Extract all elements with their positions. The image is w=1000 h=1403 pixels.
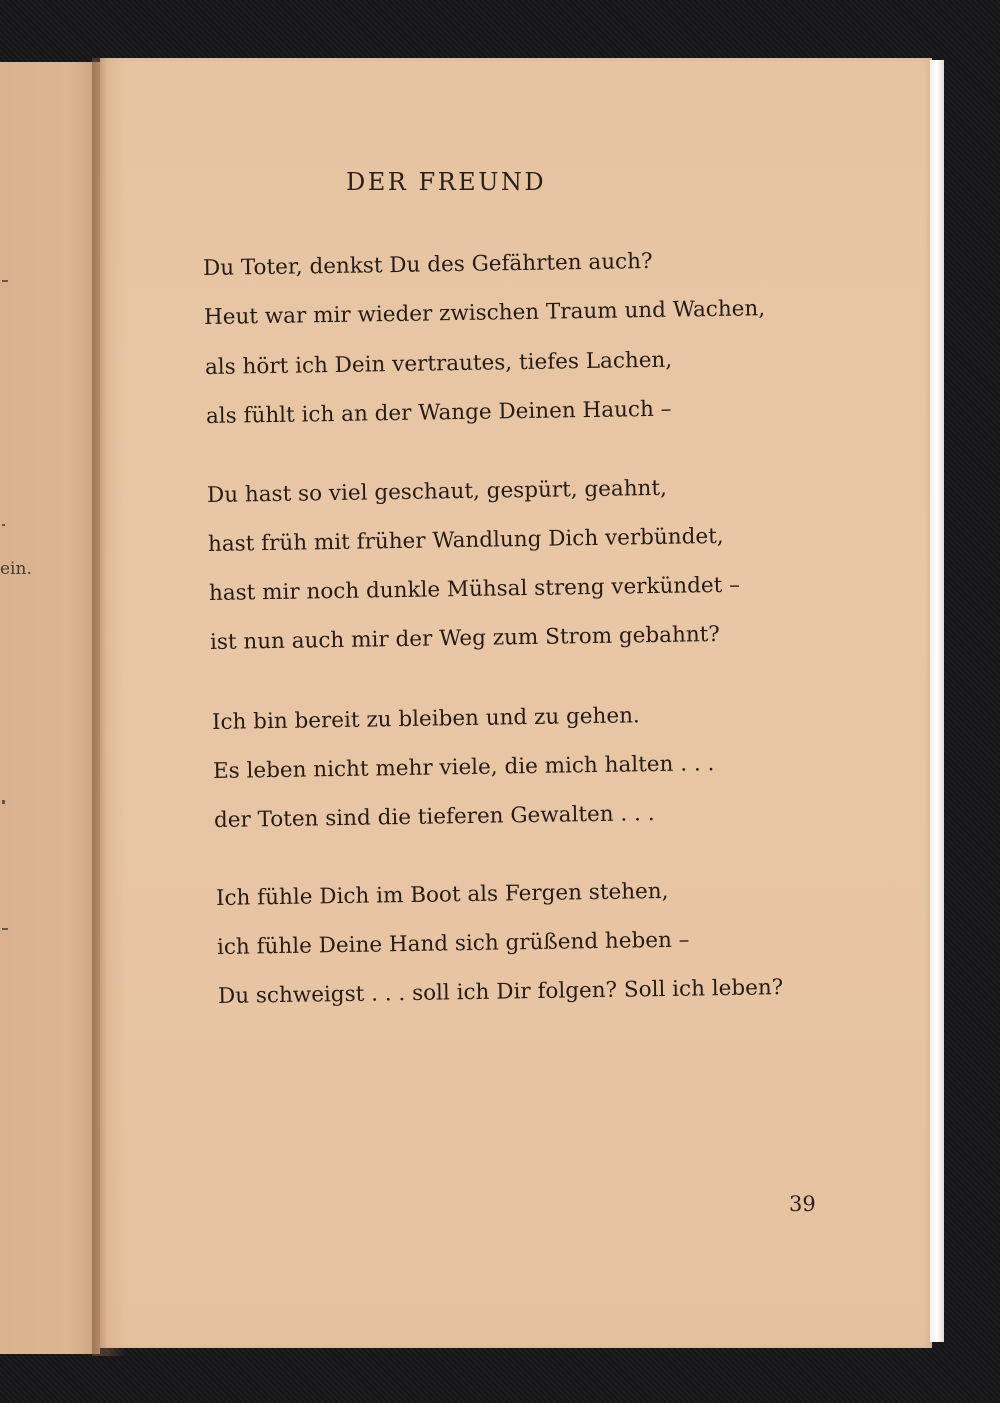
poem-line: Du hast so viel geschaut, gespürt, geahnt, xyxy=(206,475,668,508)
page-edge xyxy=(930,60,944,1342)
page-number: 39 xyxy=(789,1192,816,1216)
poem-line: Ich bin bereit zu bleiben und zu gehen. xyxy=(211,703,640,735)
poem-line: Du schweigst . . . soll ich Dir folgen? Soll ich leben? xyxy=(217,975,784,1009)
margin-mark xyxy=(2,280,8,282)
poem-line: ich fühle Deine Hand sich grüßend heben – xyxy=(216,927,690,960)
poem-line: ist nun auch mir der Weg zum Strom gebahnt? xyxy=(209,621,721,655)
poem-line: der Toten sind die tieferen Gewalten . . . xyxy=(213,801,655,833)
poem-line: Es leben nicht mehr viele, die mich halten . . . xyxy=(212,751,715,784)
poem-title: DER FREUND xyxy=(346,168,547,196)
poem-line: als fühlt ich an der Wange Deinen Hauch – xyxy=(205,396,672,429)
margin-mark xyxy=(2,524,5,526)
poem-line: hast früh mit früher Wandlung Dich verbündet, xyxy=(207,523,724,557)
poem-line: hast mir noch dunkle Mühsal streng verkündet – xyxy=(208,572,741,606)
poem-line: Du Toter, denkst Du des Gefährten auch? xyxy=(202,248,653,281)
poem-line: Ich fühle Dich im Boot als Fergen stehen, xyxy=(215,878,669,911)
margin-mark xyxy=(2,800,5,804)
poem-line: als hört ich Dein vertrautes, tiefes Lachen, xyxy=(204,347,673,380)
facing-page xyxy=(0,62,100,1354)
book-gutter-shadow xyxy=(92,58,126,1356)
margin-mark xyxy=(2,928,8,930)
poem-line: Heut war mir wieder zwischen Traum und Wachen, xyxy=(203,296,766,330)
facing-page-edge-text: ein. xyxy=(0,559,32,579)
